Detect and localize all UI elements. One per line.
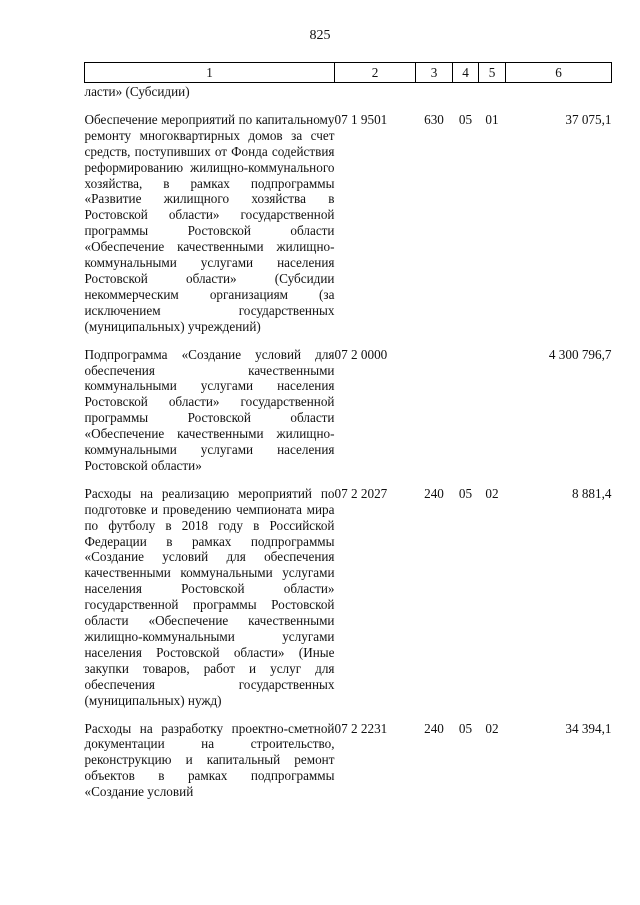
- row-section: [453, 341, 479, 480]
- table-row: [85, 106, 612, 341]
- column-header-1: 1: [85, 63, 335, 83]
- table-row: [85, 480, 612, 715]
- page-number: 825: [309, 28, 331, 43]
- row-expense-type: 240: [424, 485, 444, 501]
- row-subsection: 02: [485, 720, 499, 736]
- row-target-code: 07 1 9501: [334, 111, 388, 127]
- row-expense-type: 240: [424, 720, 444, 736]
- table-header-row: [85, 63, 612, 83]
- row-amount: 8 881,4: [571, 485, 612, 501]
- table-row: [85, 341, 612, 480]
- row-description: Подпрограмма «Создание условий для обеспечения качественными коммунальными услугами населения Ростовской области» государственной программы Ростовской области «Обеспечение качественными жилищно-коммунальными услугами населения Ростовской области»: [84, 346, 335, 473]
- row-target-code: 07 2 2231: [334, 720, 388, 736]
- table-row: [85, 715, 612, 807]
- row-amount: 34 394,1: [565, 720, 612, 736]
- row-subsection: [479, 341, 506, 480]
- continuation-row: [85, 83, 612, 106]
- row-description: Расходы на реализацию мероприятий по подготовке и проведению чемпионата мира по футболу в 2018 году в Российской Федерации в рамках подпрограммы «Создание условий для обеспечения качественными коммунальными услугами населения Ростовской области» государственной программы Ростовской области «Обеспечение качественными жилищно-коммунальными услугами населения Ростовской области» (Иные закупки товаров, работ и услуг для обеспечения государственных (муниципальных) нужд): [84, 485, 335, 708]
- continuation-text: ласти» (Субсидии): [84, 84, 190, 99]
- row-subsection: 02: [485, 485, 499, 501]
- column-header-6: 6: [506, 63, 612, 83]
- budget-table: [84, 62, 612, 806]
- row-target-code: 07 2 2027: [334, 485, 388, 501]
- row-amount: 37 075,1: [565, 111, 612, 127]
- row-section: 05: [458, 111, 473, 127]
- row-expense-type: [416, 341, 453, 480]
- row-section: 05: [458, 720, 473, 736]
- row-target-code: 07 2 0000: [334, 346, 388, 362]
- column-header-4: 4: [453, 63, 479, 83]
- column-header-5: 5: [479, 63, 506, 83]
- column-header-2: 2: [335, 63, 416, 83]
- row-section: 05: [458, 485, 473, 501]
- row-expense-type: 630: [424, 111, 444, 127]
- row-subsection: 01: [485, 111, 499, 127]
- row-amount: 4 300 796,7: [548, 346, 612, 362]
- column-header-3: 3: [416, 63, 453, 83]
- row-description: Расходы на разработку проектно-сметной документации на строительство, реконструкцию и капитальный ремонт объектов в рамках подпрограммы «Создание условий: [84, 720, 335, 800]
- row-description: Обеспечение мероприятий по капитальному ремонту многоквартирных домов за счет средств, поступивших от Фонда содействия реформированию жилищно-коммунального хозяйства, в рамках подпрограммы «Развитие жилищного хозяйства в Ростовской области» государственной программы Ростовской области «Обеспечение качественными жилищно-коммунальными услугами населения Ростовской области» (Субсидии некоммерческим организациям (за исключением государственных (муниципальных) учреждений): [84, 111, 335, 334]
